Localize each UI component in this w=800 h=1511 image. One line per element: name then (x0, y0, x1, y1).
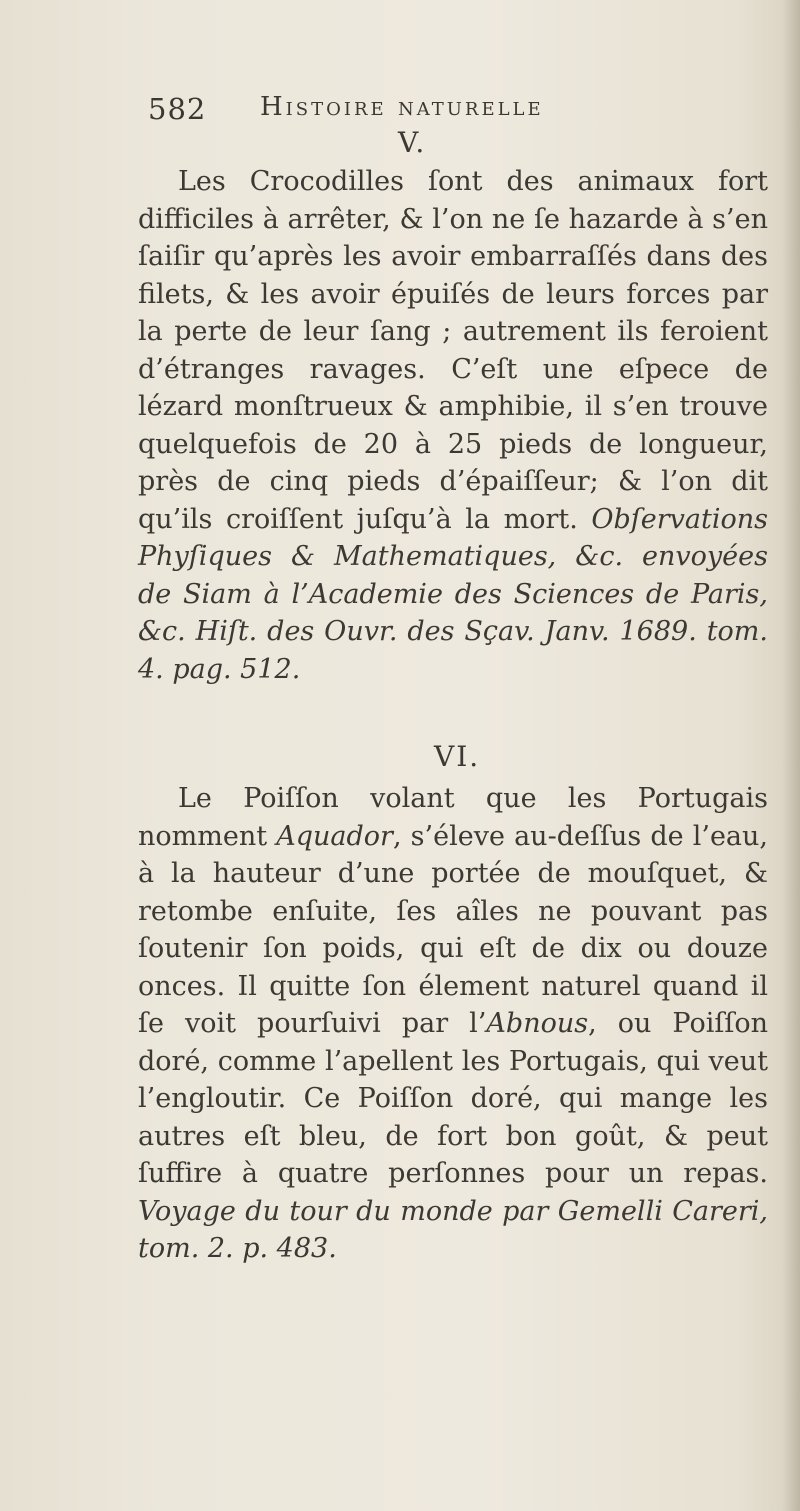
page-edge-shadow (782, 0, 800, 1511)
section-v-body: Les Crocodilles ſont des animaux fort difficiles à arrêter, & l’on ne ſe hazarde à s’en ſaiſir qu’après les avoir embarraſſés dans des filets, & les avoir épuiſés de leurs forces par la perte de leur ſang ; autrement ils feroient d’étranges ravages. C’eſt une eſpece de lézard monſtrueux & amphibie, il s’en trouve quelquefois de 20 à 25 pieds de longueur, près de cinq pieds d’épaiſſeur; & l’on dit qu’ils croiſſent juſqu’à la mort. (138, 166, 768, 535)
section-vi-paragraph (138, 780, 768, 1290)
page-number: 582 (148, 92, 207, 126)
section-vi-source: Voyage du tour du monde par Gemelli Careri, tom. 2. p. 483. (138, 1195, 768, 1264)
section-vi-body-part2: , s’éleve au-deſſus de l’eau, à la hauteur d’une portée de mouſquet, & retombe enſuite, ſes aîles ne pouvant pas ſoutenir ſon poids, qui eſt de dix ou douze onces. Il quitte ſon élement naturel quand il ſe voit pourſuivi par l’ (138, 820, 768, 1039)
term-aquador: Aquador (276, 820, 393, 852)
section-vi-body-part1: Le Poiſſon volant que les Portugais nomment (138, 783, 768, 852)
section-v-source: Obſervations Phyſiques & Mathematiques, &c. envoyées de Siam à l’Academie des Sciences de Paris, &c. Hiſt. des Ouvr. des Sçav. Janv. 1689. tom. 4. pag. 512. (138, 503, 768, 685)
section-vi-body-part3: , ou Poiſſon doré, comme l’apellent les Portugais, qui veut l’engloutir. Ce Poiſſon doré, qui mange les autres eſt bleu, de fort bon goût, & peut ſuffire à quatre perſonnes pour un repas. (138, 1008, 768, 1189)
section-v-paragraph (138, 163, 768, 723)
section-number-v: V. (398, 126, 427, 159)
section-number-vi: VI. (434, 740, 481, 773)
running-title: Histoire naturelle (260, 92, 544, 122)
running-head (120, 84, 780, 134)
term-abnous: Abnous (486, 1008, 589, 1039)
